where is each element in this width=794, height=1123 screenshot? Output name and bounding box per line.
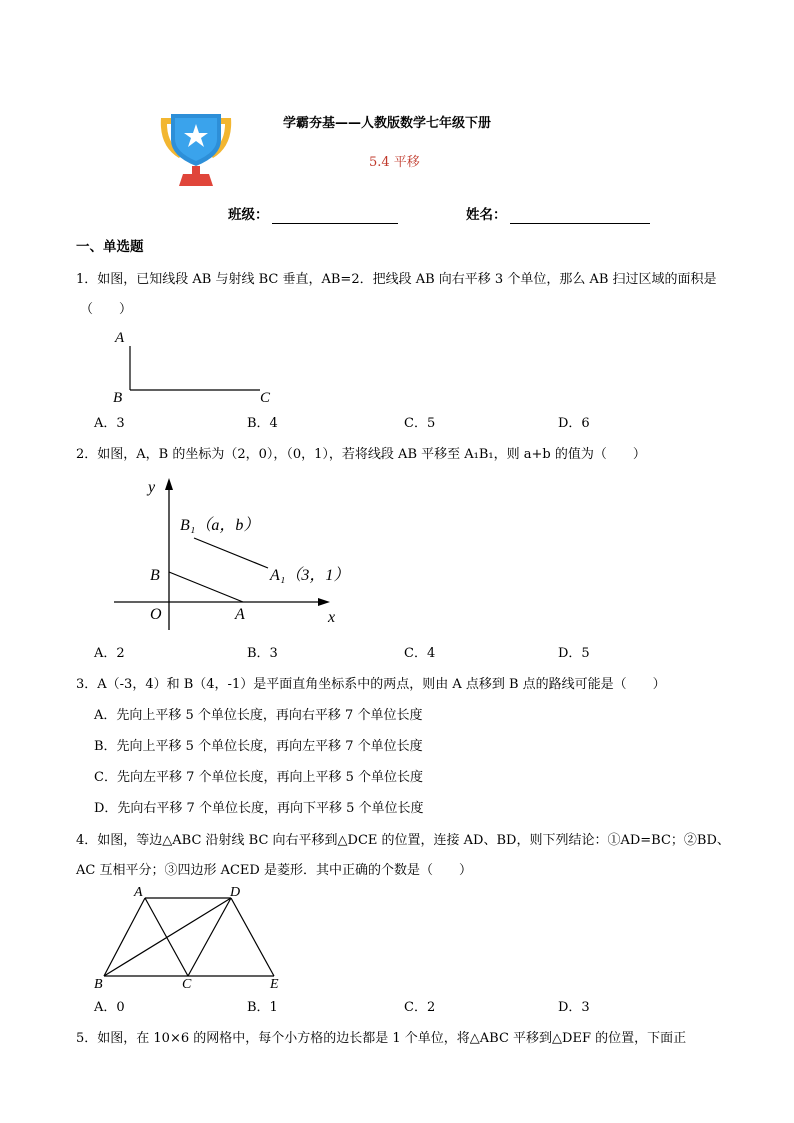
question-2-figure	[108, 474, 358, 634]
q2-label-b: B	[150, 567, 160, 584]
q4-label-d: D	[230, 885, 241, 900]
question-4-figure	[90, 884, 320, 994]
q2-option-a[interactable]: A．2	[94, 646, 125, 661]
q1-label-c: C	[260, 390, 271, 406]
q4-label-b: B	[94, 977, 103, 992]
page-subtitle: 5.4 平移	[369, 155, 420, 170]
q2-label-a1: A₁（3，1）	[270, 567, 350, 584]
q2-label-x: x	[328, 609, 336, 626]
q2-label-a: A	[235, 606, 245, 623]
page-title: 学霸夯基——人教版数学七年级下册	[283, 116, 492, 131]
q4-label-c: C	[182, 977, 192, 992]
q3-option-c[interactable]: C．先向左平移 7 个单位长度，再向上平移 5 个单位长度	[94, 770, 424, 785]
q2-option-c[interactable]: C．4	[404, 646, 436, 661]
class-field[interactable]	[272, 209, 398, 224]
q4-option-b[interactable]: B．1	[247, 1000, 278, 1015]
question-5-stem: 5．如图，在 10×6 的网格中，每个小方格的边长都是 1 个单位，将△ABC 平移到△DEF 的位置，下面正	[76, 1031, 687, 1046]
q1-option-c[interactable]: C．5	[404, 416, 436, 431]
q1-option-a[interactable]: A．3	[94, 416, 125, 431]
question-4-stem-cont: AC 互相平分；③四边形 ACED 是菱形．其中正确的个数是（ ）	[76, 863, 472, 878]
q4-label-e: E	[270, 977, 279, 992]
q3-option-d[interactable]: D．先向右平移 7 个单位长度，再向下平移 5 个单位长度	[94, 801, 424, 816]
q1-option-b[interactable]: B．4	[247, 416, 278, 431]
q2-option-b[interactable]: B．3	[247, 646, 278, 661]
q2-option-d[interactable]: D．5	[558, 646, 590, 661]
section-heading: 一、单选题	[76, 239, 144, 255]
class-label: 班级：	[228, 207, 269, 223]
question-1-stem: 1．如图，已知线段 AB 与射线 BC 垂直，AB=2．把线段 AB 向右平移 3 个单位，那么 AB 扫过区域的面积是	[76, 272, 717, 287]
q1-option-d[interactable]: D．6	[558, 416, 590, 431]
q2-label-b1: B₁（a，b）	[180, 517, 260, 534]
name-label: 姓名：	[466, 207, 507, 223]
trophy-logo-icon	[155, 110, 237, 188]
question-2-stem: 2．如图，A，B 的坐标为（2，0），（0，1），若将线段 AB 平移至 A₁B₁，则 a+b 的值为（ ）	[76, 447, 646, 462]
question-1-stem-cont: （ ）	[80, 302, 133, 317]
question-4-stem: 4．如图，等边△ABC 沿射线 BC 向右平移到△DCE 的位置，连接 AD、BD，则下列结论：①AD=BC；②BD、	[76, 833, 730, 848]
q3-option-b[interactable]: B．先向上平移 5 个单位长度，再向左平移 7 个单位长度	[94, 739, 423, 754]
q4-option-c[interactable]: C．2	[404, 1000, 436, 1015]
question-3-stem: 3．A（-3，4）和 B（4，-1）是平面直角坐标系中的两点，则由 A 点移到 B 点的路线可能是（ ）	[76, 677, 666, 692]
q4-option-d[interactable]: D．3	[558, 1000, 590, 1015]
name-field[interactable]	[510, 209, 650, 224]
q2-label-o: O	[150, 606, 162, 623]
q3-option-a[interactable]: A．先向上平移 5 个单位长度，再向右平移 7 个单位长度	[94, 708, 423, 723]
q1-label-a: A	[115, 330, 125, 346]
q1-label-b: B	[113, 390, 123, 406]
question-1-figure	[110, 326, 280, 406]
q4-option-a[interactable]: A．0	[94, 1000, 125, 1015]
q2-label-y: y	[148, 479, 156, 496]
q4-label-a: A	[134, 885, 143, 900]
